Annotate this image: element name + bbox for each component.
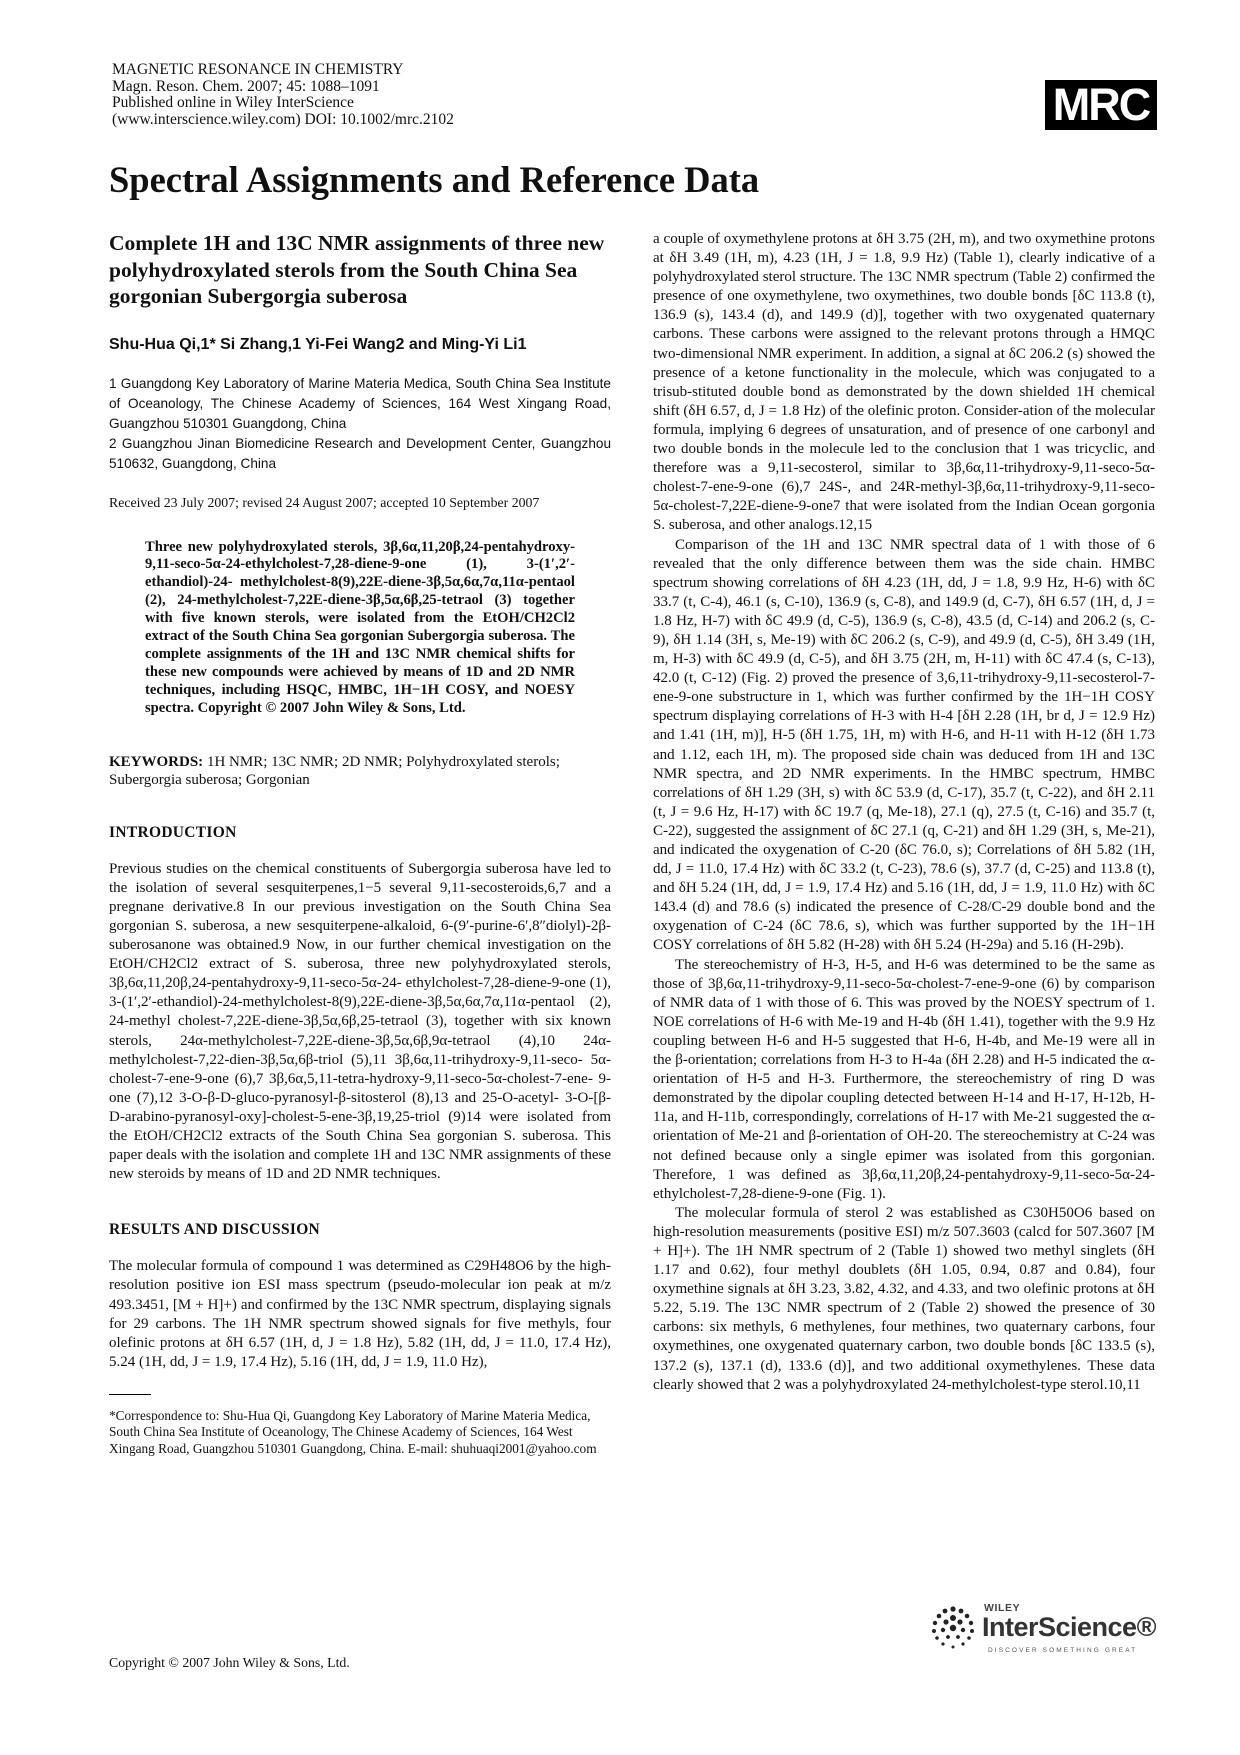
- received-dates: Received 23 July 2007; revised 24 August 2007; accepted 10 September 2007: [109, 494, 540, 510]
- introduction-body: Previous studies on the chemical constituents of Subergorgia suberosa have led to the isolation of several sesquiterpenes,1−5 several 9,11-secosteroids,6,7 and a pregnane derivative.8 In our previous investigation on the South China Sea gorgonian S. suberosa, a new sesquiterpene-alkaloid, 6-(9′-purine-6′,8″diolyl)-2β-suberosanone was obtained.9 Now, in our further chemical investigation on the EtOH/CH2Cl2 extract of S. suberosa, three new polyhydroxylated sterols, 3β,6α,11,20β,24-pentahydroxy-9,11-seco-5α-24- ethylcholest-7,28-diene-9-one (1), 3-(1′,2′-ethandiol)-24-methylcholest-8(9),22E-diene-3β,5α,6α,7α,11α-pentaol (2), 24-methyl cholest-7,22E-diene-3β,5α,6β,25-tetraol (3), together with six known sterols, 24α-methylcholest-7,22E-diene-3β,5α,6β,9α-tetraol (4),10 24α-methylcholest-7,22-dien-3β,5α,6β-triol (5),11 3β,6α,11-trihydroxy-9,11-seco- 5α-cholest-7-ene-9-one (6),7 3β,6α,5,11-tetra-hydroxy-9,11-seco-5α-cholest-7-ene- 9-one (7),12 3-O-β-D-gluco-pyranosyl-β-sitosterol (8),13 and 25-O-acetyl- 3-O-[β-D-arabino-pyranosyl-oxy]-cholest-5-ene-3β,19,25-triol (9)14 were isolated from the EtOH/CH2Cl2 extracts of the South China Sea gorgonian S. suberosa. This paper deals with the isolation and complete 1H and 13C NMR assignments of these new steroids by means of 1D and 2D NMR techniques.: [109, 860, 611, 1183]
- interscience-label: InterScience®: [982, 1612, 1156, 1642]
- journal-header: [112, 62, 752, 128]
- doi-line: (www.interscience.wiley.com) DOI: 10.1002/mrc.2102: [112, 110, 454, 128]
- interscience-tagline: DISCOVER SOMETHING GREAT: [988, 1647, 1138, 1654]
- correspondence-footnote: *Correspondence to: Shu-Hua Qi, Guangdong Key Laboratory of Marine Materia Medica, South China Sea Institute of Oceanology, The Chinese Academy of Sciences, 164 West Xingang Road, Guangzhou 510301 Guangdong, China. E-mail: shuhuaqi2001@yahoo.com: [109, 1407, 597, 1456]
- article-title: Complete 1H and 13C NMR assignments of three new polyhydroxylated sterols from the South China Sea gorgonian Subergorgia suberosa: [109, 231, 605, 308]
- section-title: Spectral Assignments and Reference Data: [109, 159, 760, 200]
- affiliation-2: 2 Guangzhou Jinan Biomedicine Research and Development Center, Guangzhou 510632, Guangdong, China: [109, 435, 611, 471]
- footnote-divider: [109, 1394, 151, 1395]
- interscience-logo: [930, 1600, 1170, 1672]
- author-list: Shu-Hua Qi,1* Si Zhang,1 Yi-Fei Wang2 and Ming-Yi Li1: [109, 335, 527, 353]
- keywords-label: KEYWORDS:: [109, 753, 204, 770]
- results-paragraph-1-start: The molecular formula of compound 1 was determined as C29H48O6 by the high-resolution positive ion ESI mass spectrum (pseudo-molecular ion peak at m/z 493.3451, [M + H]+) and confirmed by the 13C NMR spectrum, displaying signals for 29 carbons. The 1H NMR spectrum showed signals for five methyls, four olefinic protons at δH 6.57 (1H, d, J = 1.8 Hz), 5.82 (1H, dd, J = 11.0, 17.4 Hz), 5.24 (1H, dd, J = 1.9, 17.4 Hz), 5.16 (1H, dd, J = 1.9, 11.0 Hz),: [109, 1258, 611, 1370]
- journal-logo: MRC: [1045, 80, 1157, 130]
- results-heading: RESULTS AND DISCUSSION: [109, 1221, 321, 1239]
- results-paragraph-4: The molecular formula of sterol 2 was established as C30H50O6 based on high-resolution measurements (positive ESI) m/z 507.3603 (calcd for 507.3607 [M + H]+). The 1H NMR spectrum of 2 (Table 1) showed two methyl singlets (δH 1.17 and 0.62), four methyl doublets (δH 1.05, 0.94, 0.87 and 0.84), four oxymethine signals at δH 3.23, 3.82, 4.32, and 4.33, and two olefinic protons at δH 5.22, 5.19. The 13C NMR spectrum of 2 (Table 2) showed the presence of 30 carbons: six methyls, 6 methylenes, four methines, two quaternary carbons, four oxymethines, one oxygenated quaternary carbon, two double bonds [δC 133.5 (s), 137.2 (s), 137.1 (d), 133.6 (d)], and two additional oxymethylenes. These data clearly showed that 2 was a polyhydroxylated 24-methylcholest-type sterol.10,11: [653, 1204, 1155, 1393]
- introduction-heading: INTRODUCTION: [109, 823, 237, 841]
- keywords-list: 1H NMR; 13C NMR; 2D NMR; Polyhydroxylated sterols; Subergorgia suberosa; Gorgonian: [109, 753, 560, 788]
- results-paragraph-1-continued: a couple of oxymethylene protons at δH 3.75 (2H, m), and two oxymethine protons at δH 3.49 (1H, m), 4.23 (1H, J = 1.8, 9.9 Hz) (Table 1), clearly indicative of a polyhydroxylated sterol structure. The 13C NMR spectrum (Table 2) confirmed the presence of one oxymethylene, two oxymethines, two double bonds [δC 113.8 (t), 136.9 (s), 143.4 (d), and 149.9 (d)], together with two oxygenated quaternary carbons. These carbons were assigned to the relevant protons through a HMQC two-dimensional NMR experiment. In addition, a signal at δC 206.2 (s) showed the presence of a ketone functionality in the molecule, which was conjugated to a trisub-stituted double bond as demonstrated by the down shielded 1H chemical shift (δH 6.57, d, J = 1.8 Hz) of the olefinic proton. Consider-ation of the molecular formula, implying 6 degrees of unsaturation, and of presence of one carbonyl and two double bonds in the molecule led to the conclusion that 1 was tricyclic, and therefore was a 9,11-secosterol, similar to 3β,6α,11-trihydroxy-9,11-seco-5α-cholest-7-ene-9-one (6),7 24S-, and 24R-methyl-3β,6α,11-trihydroxy-9,11-seco-5α-cholest-7,22E-diene-9-one7 that were isolated from the Indian Ocean gorgonia S. suberosa, and other analogs.12,15: [653, 231, 1155, 534]
- copyright: Copyright © 2007 John Wiley & Sons, Ltd.: [109, 1655, 350, 1670]
- published-online: Published online in Wiley InterScience: [112, 94, 354, 112]
- globe-icon: [930, 1605, 976, 1651]
- abstract: Three new polyhydroxylated sterols, 3β,6α,11,20β,24-pentahydroxy- 9,11-seco-5α-24-ethylcholest-7,28-diene-9-one (1), 3-(1′,2′-ethandiol)-24- methylcholest-8(9),22E-diene-3β,5α,6α,7α,11α-pentaol (2), 24-methylcholest-7,22E-diene-3β,5α,6β,25-tetraol (3) together with five known sterols, were isolated from the EtOH/CH2Cl2 extract of the South China Sea gorgonian Subergorgia suberosa. The complete assignments of the 1H and 13C NMR chemical shifts for these new compounds were achieved by means of 1D and 2D NMR techniques, including HSQC, HMBC, 1H−1H COSY, and NOESY spectra. Copyright © 2007 John Wiley & Sons, Ltd.: [145, 538, 575, 716]
- affiliations: [109, 374, 611, 474]
- right-column: [653, 230, 1155, 1395]
- results-paragraph-2: Comparison of the 1H and 13C NMR spectral data of 1 with those of 6 revealed that the only difference between them was the side chain. HMBC spectrum showing correlations of δH 4.23 (1H, dd, J = 1.8, 9.9 Hz, H-6) with δC 33.7 (t, C-4), 46.1 (s, C-10), 136.9 (s, C-8), and 149.9 (d, C-7), δH 6.57 (1H, d, J = 1.8 Hz, H-7) with δC 49.9 (d, C-5), 136.9 (s, C-8), 43.5 (d, C-14) and 206.2 (s, C-9), δH 1.14 (3H, s, Me-19) with δC 206.2 (s, C-9), and 49.9 (d, C-5), δH 3.49 (1H, m, H-3) with δC 49.9 (d, C-5), and δH 3.75 (2H, m, H-11) with δC 47.4 (s, C-13), 42.0 (t, C-12) (Fig. 2) proved the presence of 3,6,11-trihydroxy-9,11-secosterol-7-ene-9-one substructure in 1, which was further confirmed by the 1H−1H COSY spectrum displaying correlations of H-3 with H-4 [δH 2.28 (1H, br d, J = 12.9 Hz) and 1.41 (1H, m)], H-5 (δH 1.75, 1H, m) with H-6, and H-11 with H-12 (δH 1.73 and 1.12, each 1H, m). The proposed side chain was deduced from 1H and 13C NMR spectra, and 2D NMR experiments. In the HMBC spectrum, HMBC correlations of δH 1.29 (3H, s) with δC 53.9 (d, C-17), 35.7 (t, C-22), and δH 2.11 (t, J = 9.6 Hz, H-17) with δC 19.7 (q, Me-18), 27.1 (q), 27.5 (t, C-16) and 35.7 (t, C-22), suggested the assignment of δC 27.1 (q, C-21) and δH 1.29 (3H, s, Me-21), and indicated the oxygenation of C-20 (δC 76.0, s); Correlations of δH 5.82 (1H, dd, J = 11.0, 17.4 Hz) with δC 33.2 (t, C-23), 78.6 (s), 37.7 (d, C-25) and 113.8 (t), and δH 5.24 (1H, dd, J = 1.9, 17.4 Hz) and 5.16 (1H, dd, J = 1.9, 11.0 Hz) with δC 143.4 (d) and 78.6 (s) indicated the presence of C-28/C-29 double bond and the oxygenation of C-24 (δC 78.6, s), which was further supported by the 1H−1H COSY correlations of δH 5.82 (H-28) with δH 5.24 (H-29a) and 5.16 (H-29b).: [653, 536, 1155, 954]
- affiliation-1: 1 Guangdong Key Laboratory of Marine Materia Medica, South China Sea Institute of Oceanology, The Chinese Academy of Sciences, 164 West Xingang Road, Guangzhou 510301 Guangdong, China: [109, 375, 611, 431]
- keywords: [109, 753, 611, 789]
- left-column: [109, 230, 611, 1457]
- journal-name: MAGNETIC RESONANCE IN CHEMISTRY: [112, 61, 404, 78]
- journal-citation: Magn. Reson. Chem. 2007; 45: 1088–1091: [112, 77, 380, 95]
- results-paragraph-3: The stereochemistry of H-3, H-5, and H-6 was determined to be the same as those of 3β,6α,11-trihydroxy-9,11-seco-5α-cholest-7-ene-9-one (6) by comparison of NMR data of 1 with those of 6. This was proved by the NOESY spectrum of 1. NOE correlations of H-6 with Me-19 and H-4b (δH 1.41), together with the 9.9 Hz coupling between H-6 and H-5 suggested that H-6, H-4b, and Me-19 were all in the β-orientation; correlations from H-3 to H-4a (δH 2.28) and H-5 indicated the α-orientation of H-5 and H-3. Furthermore, the stereochemistry of ring D was demonstrated by the dipolar coupling detected between H-14 and H-17, H-12b, H-11a, and H-11b, correspondingly, correlations of H-17 with Me-21 suggested the α-orientation of Me-21 and β-orientation of OH-20. The stereochemistry at C-24 was not defined because only a single epimer was isolated from this gorgonian. Therefore, 1 was defined as 3β,6α,11,20β,24-pentahydroxy-9,11-seco-5α-24-ethylcholest-7,28-diene-9-one (Fig. 1).: [653, 956, 1155, 1202]
- wiley-label: WILEY: [984, 1602, 1021, 1614]
